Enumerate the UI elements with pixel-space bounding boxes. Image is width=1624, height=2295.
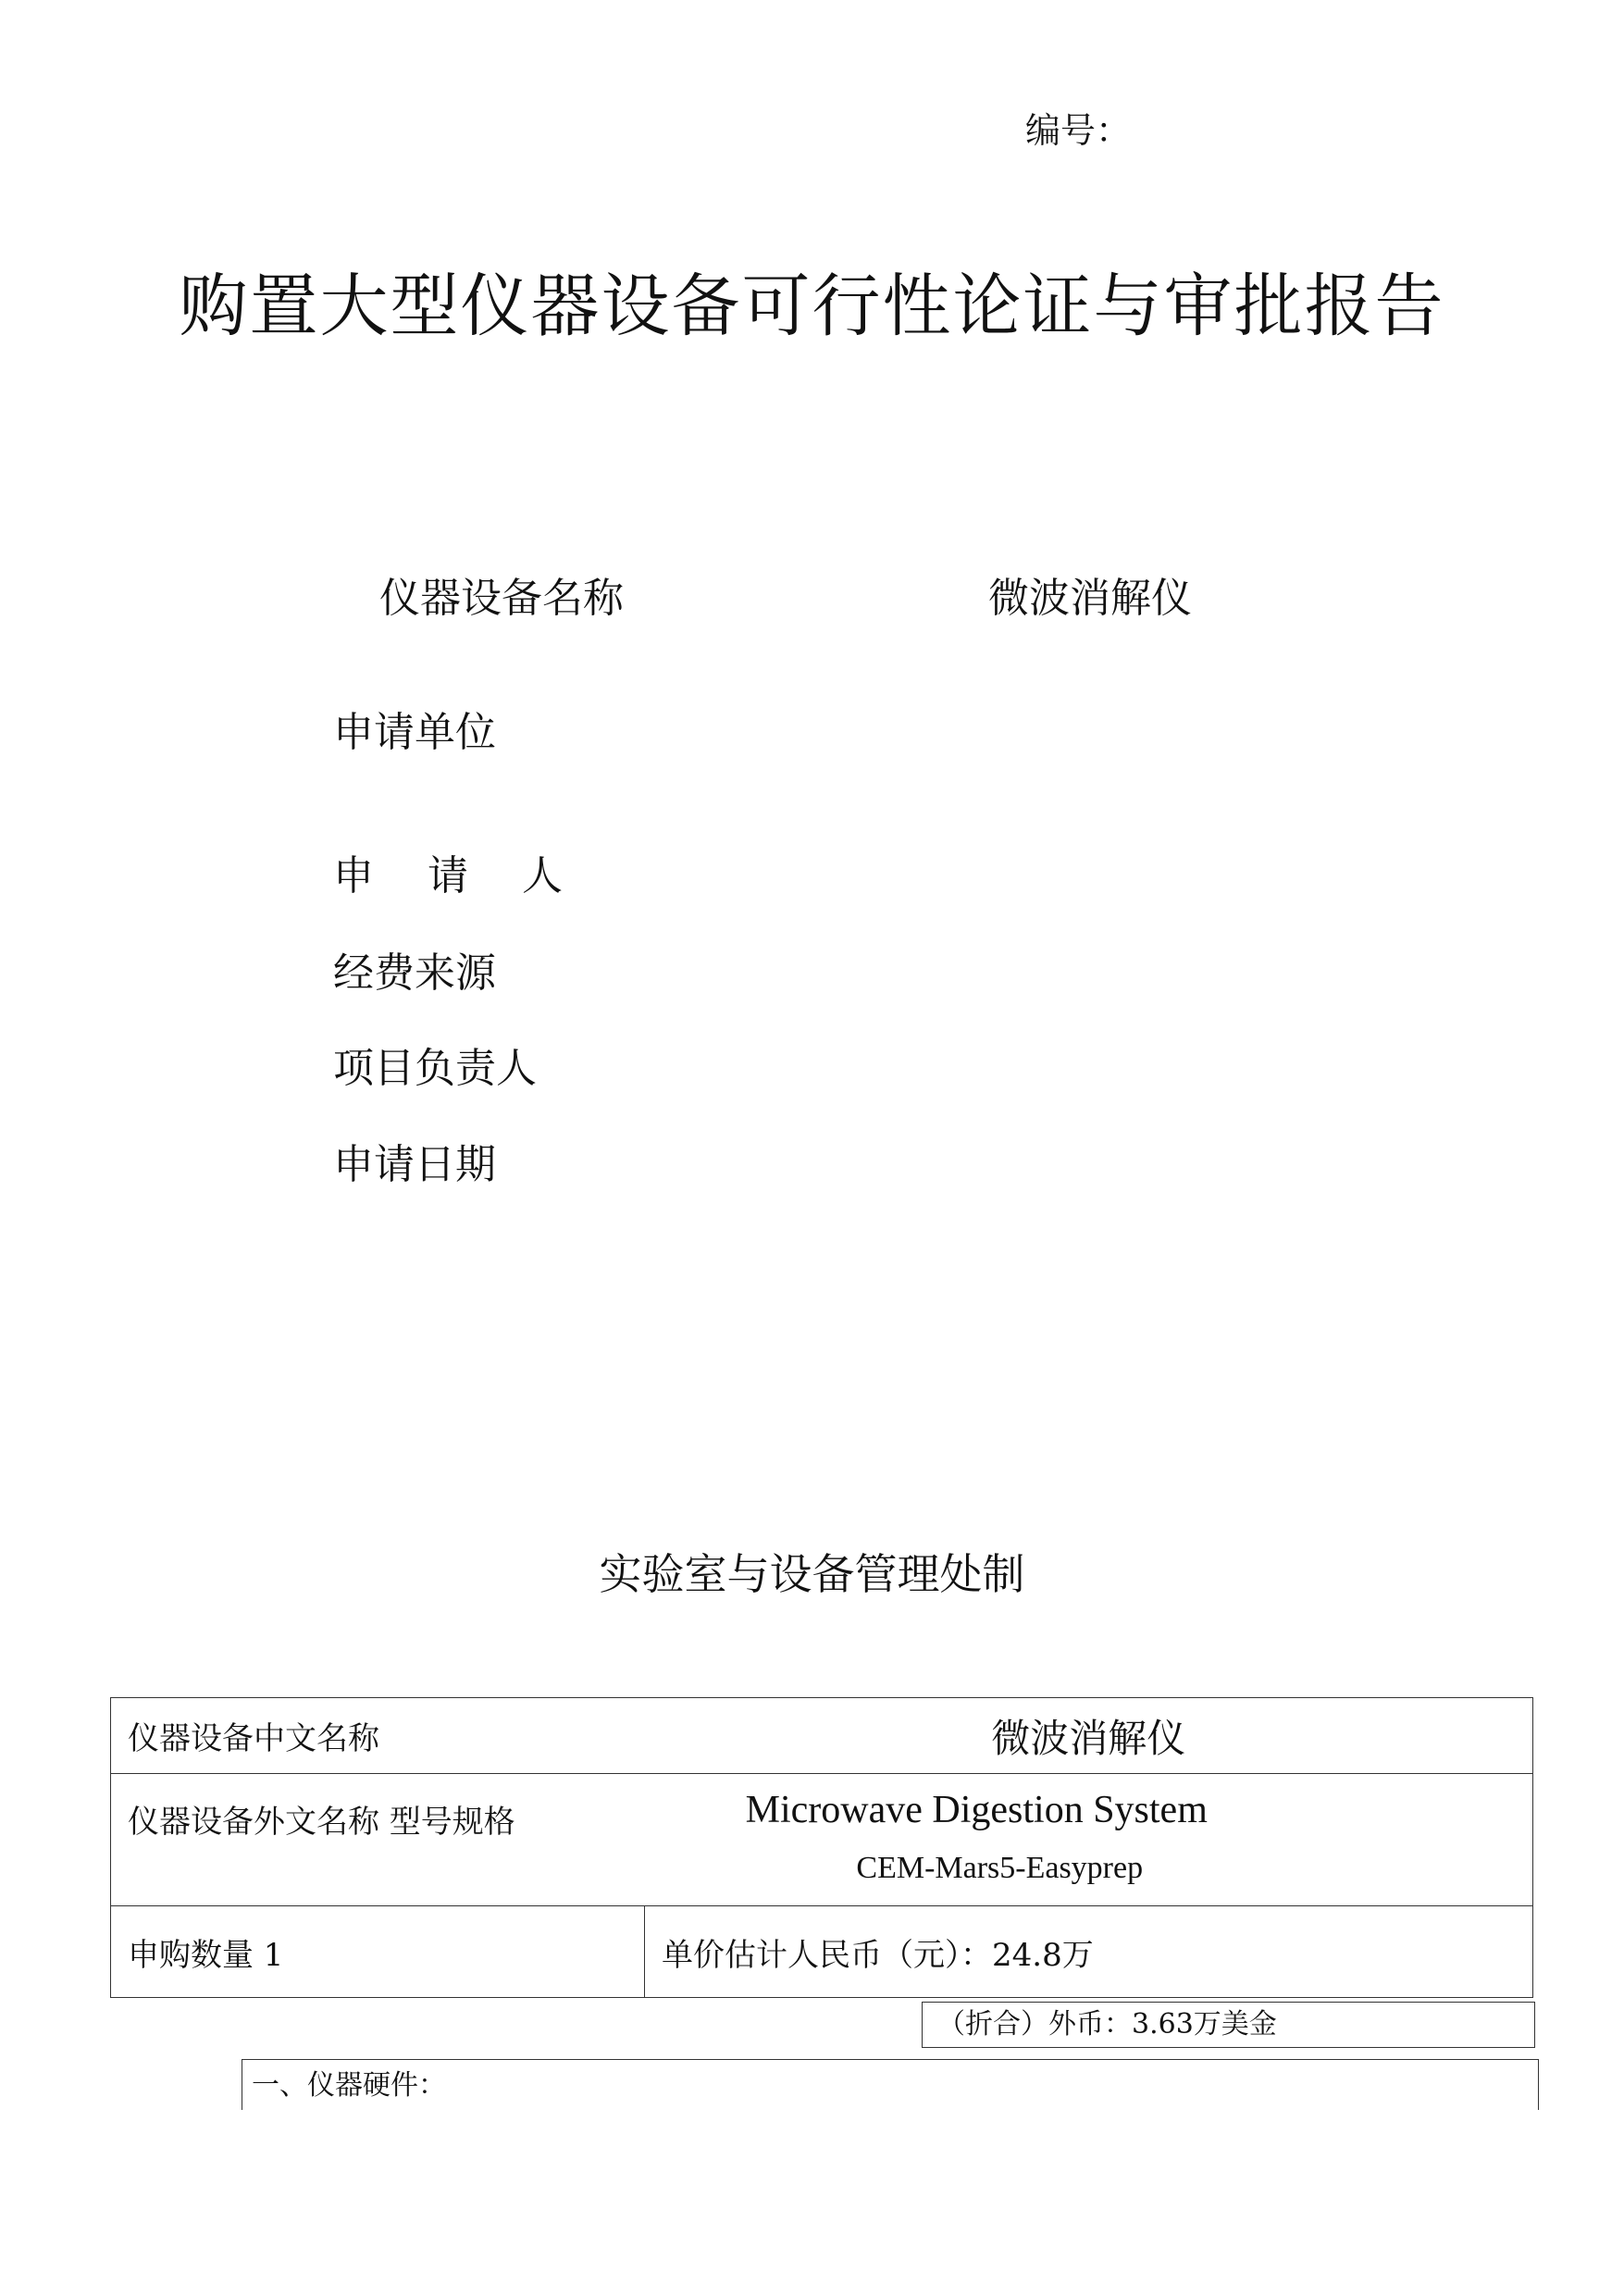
equipment-name-label: 仪器设备名称 <box>379 575 624 622</box>
en-name-value: Microwave Digestion System <box>745 1789 1208 1831</box>
hardware-section-heading: 一、仪器硬件： <box>242 2059 1539 2110</box>
en-name-label: 仪器设备外文名称 型号规格 <box>111 1774 645 1906</box>
equipment-info-table <box>110 1697 1533 1998</box>
applicant-unit-label: 申请单位 <box>333 709 496 756</box>
serial-number-label: 编号： <box>1025 110 1132 151</box>
equipment-name-value: 微波消解仪 <box>988 575 1192 622</box>
applicant-label: 申 请 人 <box>333 852 583 899</box>
quantity-label: 申购数量 1 <box>111 1906 645 1998</box>
unit-price-label: 单价估计人民币（元）：24.8万 <box>645 1906 1533 1998</box>
table-row <box>111 1774 1533 1906</box>
funding-source-label: 经费来源 <box>333 949 496 997</box>
cn-name-label: 仪器设备中文名称 <box>111 1698 645 1774</box>
table-row <box>111 1698 1533 1774</box>
foreign-currency-box: （折合）外币：3.63万美金 <box>922 2002 1535 2048</box>
table-row <box>111 1906 1533 1998</box>
document-title: 购置大型仪器设备可行性论证与审批报告 <box>179 267 1445 346</box>
cn-name-value: 微波消解仪 <box>645 1698 1533 1774</box>
project-leader-label: 项目负责人 <box>333 1045 537 1092</box>
issuing-office: 实验室与设备管理处制 <box>599 1549 1025 1599</box>
en-name-cell <box>645 1774 1533 1906</box>
model-value: CEM-Mars5-Easyprep <box>856 1851 1144 1885</box>
application-date-label: 申请日期 <box>333 1141 496 1188</box>
